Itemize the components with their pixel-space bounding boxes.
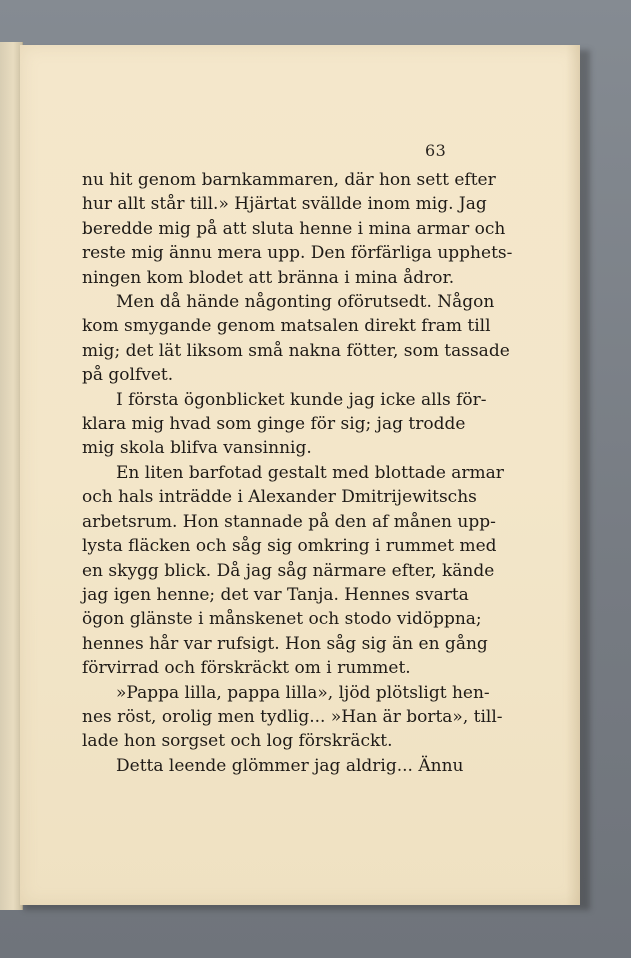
text-line: reste mig ännu mera upp. Den förfärliga upphets- — [82, 243, 513, 264]
text-line: mig skola blifva vansinnig. — [82, 438, 312, 459]
text-line: nu hit genom barnkammaren, där hon sett efter — [82, 170, 496, 190]
text-line: och hals inträdde i Alexander Dmitrijewitschs — [82, 487, 477, 508]
text-line: kom smygande genom matsalen direkt fram till — [82, 316, 491, 337]
text-line: ögon glänste i månskenet och stodo vidöppna; — [82, 609, 482, 630]
text-line: hennes hår var rufsigt. Hon såg sig än en gång — [82, 633, 488, 654]
text-line: beredde mig på att sluta henne i mina armar och — [82, 218, 506, 239]
text-line: nes röst, orolig men tydlig... »Han är borta», till- — [82, 706, 503, 727]
page-number: 63 — [425, 141, 447, 160]
text-line: hur allt står till.» Hjärtat svällde inom mig. Jag — [82, 194, 487, 215]
body-text — [82, 168, 513, 778]
text-line: ningen kom blodet att bränna i mina ådror. — [82, 267, 455, 288]
text-line: en skygg blick. Då jag såg närmare efter, kände — [82, 560, 495, 581]
text-line: klara mig hvad som ginge för sig; jag trodde — [82, 414, 466, 435]
text-line: I första ögonblicket kunde jag icke alls för- — [116, 389, 487, 410]
text-line: mig; det lät liksom små nakna fötter, som tassade — [82, 340, 510, 361]
text-line: lade hon sorgset och log förskräckt. — [82, 731, 393, 752]
text-line: En liten barfotad gestalt med blottade armar — [116, 462, 504, 483]
text-line: förvirrad och förskräckt om i rummet. — [82, 658, 411, 679]
text-line: »Pappa lilla, pappa lilla», ljöd plötsligt hen- — [116, 682, 490, 703]
page-fold — [566, 45, 580, 905]
text-line: arbetsrum. Hon stannade på den af månen upp- — [82, 511, 496, 532]
text-line: jag igen henne; det var Tanja. Hennes svarta — [82, 584, 469, 605]
text-line: på golfvet. — [82, 365, 174, 386]
text-line: Detta leende glömmer jag aldrig... Ännu — [116, 755, 464, 776]
text-line: lysta fläcken och såg sig omkring i rummet med — [82, 536, 497, 557]
text-line: Men då hände någonting oförutsedt. Någon — [116, 292, 495, 313]
